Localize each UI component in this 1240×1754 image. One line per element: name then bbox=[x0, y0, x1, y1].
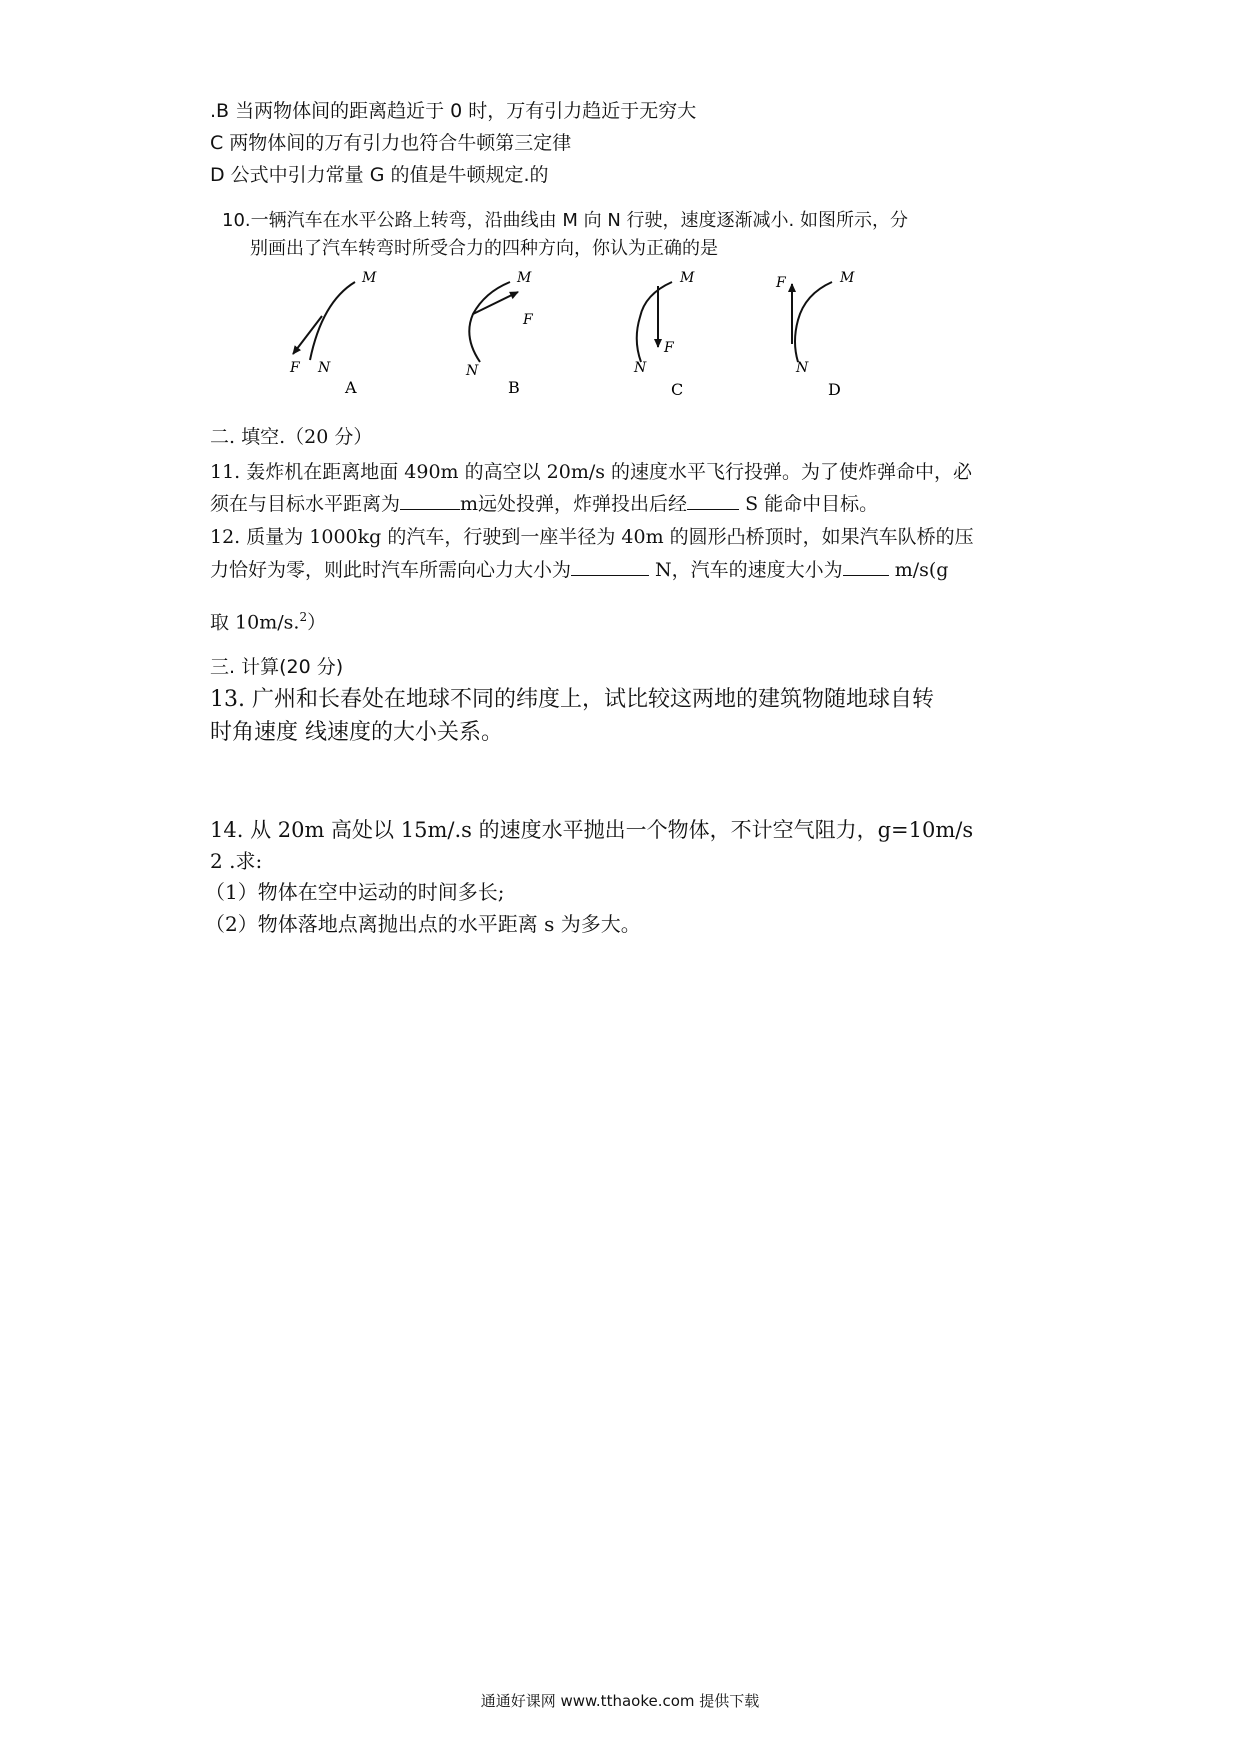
q10-line-2: 别画出了汽车转弯时所受合力的四种方向，你认为正确的是 bbox=[250, 238, 718, 259]
q12-blank-force[interactable] bbox=[571, 556, 649, 576]
q12-close-paren: ） bbox=[307, 611, 327, 634]
option-c: C 两物体间的万有引力也符合牛顿第三定律 bbox=[210, 132, 572, 154]
figure-a-n: N bbox=[318, 360, 331, 376]
figure-c-label: C bbox=[671, 380, 684, 399]
q13-line-1: 13. 广州和长春处在地球不同的纬度上，试比较这两地的建筑物随地球自转 bbox=[210, 687, 934, 712]
figure-d-f: F bbox=[776, 275, 786, 291]
q12-blank-speed[interactable] bbox=[843, 556, 889, 576]
q12-superscript: 2 bbox=[299, 610, 308, 624]
q12-text-g: 取 10m/s. bbox=[210, 611, 300, 634]
q13-line-2: 时角速度 线速度的大小关系。 bbox=[210, 720, 503, 745]
figure-d bbox=[775, 270, 855, 399]
q12-text-b: N，汽车的速度大小为 bbox=[649, 559, 843, 581]
q11-text-a: 须在与目标水平距离为 bbox=[210, 493, 401, 515]
figure-c-f: F bbox=[664, 340, 674, 356]
figure-b-label: B bbox=[508, 378, 520, 397]
figure-d-curve bbox=[795, 282, 832, 362]
figure-a-curve bbox=[310, 282, 355, 360]
q12-line-2 bbox=[210, 556, 948, 583]
figure-b-f: F bbox=[523, 312, 533, 328]
q11-text-b: m远处投弹，炸弹投出后经 bbox=[460, 493, 688, 515]
q11-line-1: 11. 轰炸机在距离地面 490m 的高空以 20m/s 的速度水平飞行投弹。为了使炸弹命中，必 bbox=[210, 461, 973, 483]
figure-b-n: N bbox=[466, 363, 479, 379]
figure-a bbox=[289, 270, 377, 397]
q14-line-2: 2 .求: bbox=[210, 849, 263, 873]
figure-a-label: A bbox=[345, 378, 357, 397]
q10-force-diagrams bbox=[260, 262, 1000, 402]
option-b: .B 当两物体间的距离趋近于 0 时，万有引力趋近于无穷大 bbox=[210, 100, 697, 122]
figure-c-m: M bbox=[680, 270, 695, 286]
q12-line-1: 12. 质量为 1000kg 的汽车，行驶到一座半径为 40m 的圆形凸桥顶时，如果汽车队桥的压 bbox=[210, 526, 974, 548]
figure-b-curve bbox=[469, 282, 510, 362]
q14-line-4: （2）物体落地点离抛出点的水平距离 s 为多大。 bbox=[205, 912, 641, 936]
section-3-heading: 三. 计算(20 分) bbox=[210, 656, 344, 678]
page-footer: 通通好课网 www.tthaoke.com 提供下载 bbox=[480, 1692, 760, 1710]
q14-line-1: 14. 从 20m 高处以 15m/.s 的速度水平抛出一个物体，不计空气阻力，g=10m/s bbox=[210, 818, 974, 842]
q10-line-1: 10.一辆汽车在水平公路上转弯，沿曲线由 M 向 N 行驶，速度逐渐减小. 如图所示，分 bbox=[222, 210, 908, 231]
figure-d-m: M bbox=[840, 270, 855, 286]
figure-a-m: M bbox=[362, 270, 377, 286]
section-2-heading: 二. 填空.（20 分） bbox=[210, 426, 373, 448]
figure-c bbox=[633, 270, 695, 399]
q11-text-c: S 能命中目标。 bbox=[739, 493, 879, 515]
q14-line-3: （1）物体在空中运动的时间多长; bbox=[205, 880, 505, 904]
option-d: D 公式中引力常量 G 的值是牛顿规定.的 bbox=[210, 164, 549, 186]
q11-line-2 bbox=[210, 490, 878, 517]
figure-b-m: M bbox=[517, 270, 532, 286]
q12-line-3 bbox=[210, 604, 326, 635]
figure-a-f: F bbox=[290, 360, 300, 376]
figure-d-n: N bbox=[796, 360, 809, 376]
figure-c-n: N bbox=[634, 360, 647, 376]
q12-text-c: m/s(g bbox=[888, 559, 949, 581]
q11-blank-distance[interactable] bbox=[400, 490, 460, 510]
q12-text-a: 力恰好为零，则此时汽车所需向心力大小为 bbox=[210, 559, 572, 581]
q11-blank-time[interactable] bbox=[687, 490, 739, 510]
figure-d-label: D bbox=[828, 380, 841, 399]
figure-b bbox=[465, 270, 534, 397]
